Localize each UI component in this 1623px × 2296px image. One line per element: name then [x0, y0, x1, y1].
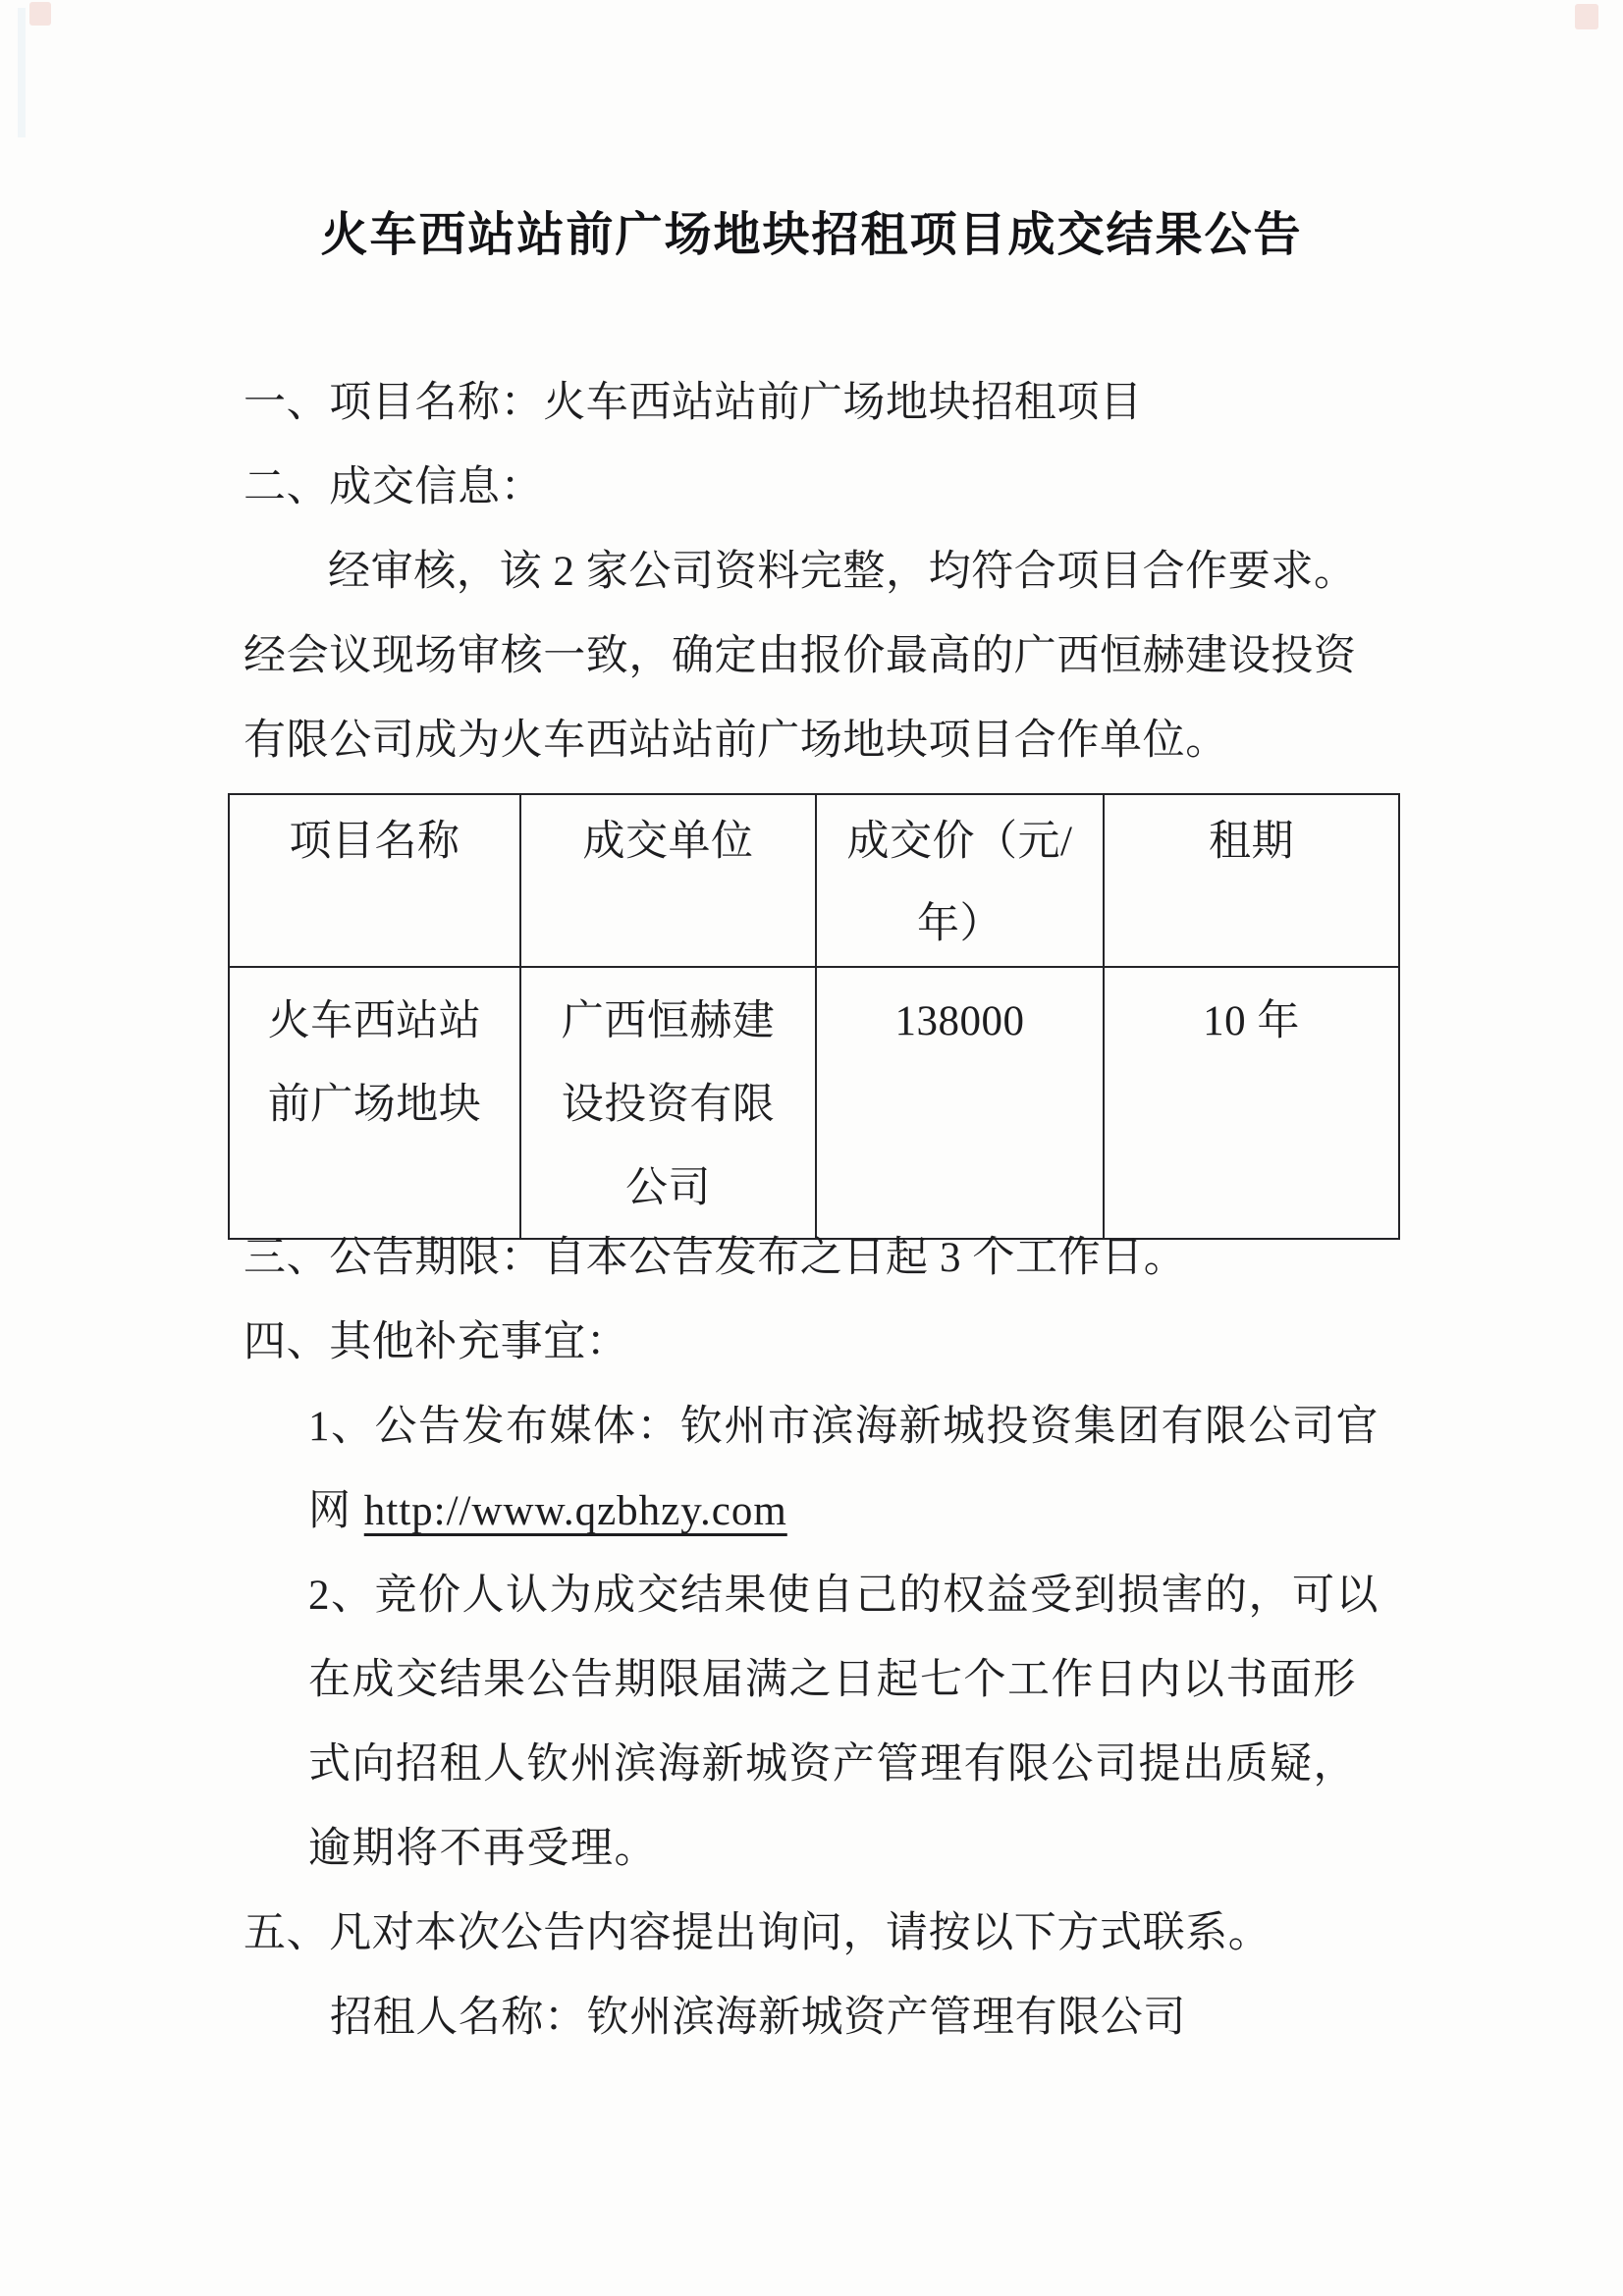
scan-mark-top-left — [29, 2, 51, 26]
item-2-objection-line-2: 在成交结果公告期限届满之日起七个工作日内以书面形 — [308, 1657, 1357, 1703]
body-lower — [243, 1216, 1404, 2060]
results-table — [228, 793, 1400, 1240]
section-1-project-name: 一、项目名称：火车西站站前广场地块招租项目 — [243, 380, 1143, 426]
cell-lease-term: 10 年 — [1104, 967, 1399, 1239]
section-4-supplements: 四、其他补充事宜： — [243, 1319, 629, 1365]
body-upper — [243, 361, 1404, 1240]
lessor-name: 招租人名称：钦州滨海新城资产管理有限公司 — [330, 1995, 1186, 2041]
scan-mark-top-right — [1575, 4, 1598, 29]
results-table-header-row — [229, 794, 1399, 967]
section-5-contact: 五、凡对本次公告内容提出询问，请按以下方式联系。 — [243, 1910, 1271, 1956]
section-2-deal-info: 二、成交信息： — [243, 464, 544, 510]
header-deal-price: 成交价（元/ 年） — [816, 794, 1104, 967]
deal-para-line-3: 有限公司成为火车西站站前广场地块项目合作单位。 — [243, 718, 1228, 764]
results-table-data-row — [229, 967, 1399, 1239]
deal-para-line-1: 经审核，该 2 家公司资料完整，均符合项目合作要求。 — [328, 549, 1357, 595]
item-1-publish-media-line-2 — [243, 1469, 1404, 1554]
item-2-objection-line-4: 逾期将不再受理。 — [308, 1826, 658, 1872]
header-winning-unit: 成交单位 — [520, 794, 816, 967]
cell-project-name: 火车西站站 前广场地块 — [229, 967, 520, 1239]
item-2-objection-line-3: 式向招租人钦州滨海新城资产管理有限公司提出质疑， — [308, 1741, 1357, 1788]
header-project-name: 项目名称 — [229, 794, 520, 967]
cell-winning-unit: 广西恒赫建 设投资有限 公司 — [520, 967, 816, 1239]
document-title: 火车西站站前广场地块招租项目成交结果公告 — [320, 209, 1303, 261]
section-3-notice-period: 三、公告期限：自本公告发布之日起 3 个工作日。 — [243, 1235, 1187, 1281]
scan-edge-artifact — [18, 8, 26, 137]
cell-deal-price: 138000 — [816, 967, 1104, 1239]
deal-para-line-2: 经会议现场审核一致，确定由报价最高的广西恒赫建设投资 — [243, 633, 1357, 679]
website-url: http://www.qzbhzy.com — [363, 1488, 787, 1534]
item-2-objection-line-1: 2、竞价人认为成交结果使自己的权益受到损害的，可以 — [308, 1573, 1380, 1619]
item-1-publish-media-line-1: 1、公告发布媒体：钦州市滨海新城投资集团有限公司官 — [308, 1404, 1380, 1450]
publish-website-prefix: 网 — [308, 1488, 364, 1534]
header-lease-term: 租期 — [1104, 794, 1399, 967]
